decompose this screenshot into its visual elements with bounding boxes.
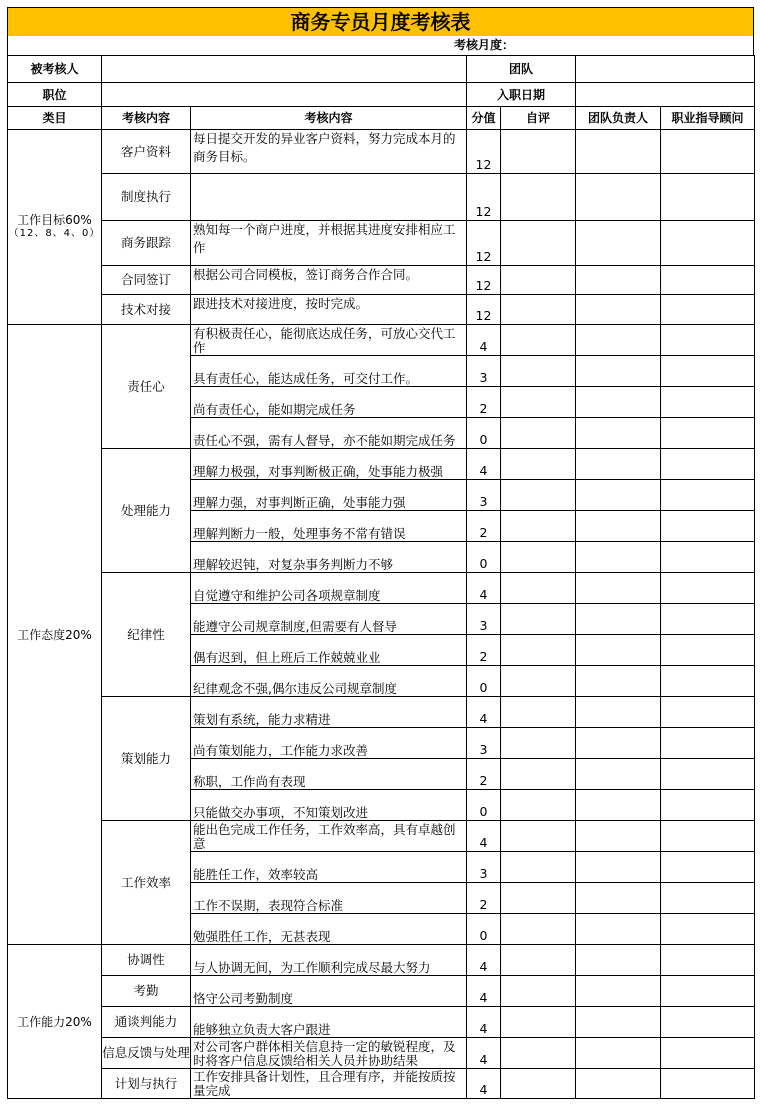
attitude-group-label: 处理能力	[102, 449, 191, 573]
team-lead-cell[interactable]	[576, 728, 661, 759]
item-score: 4	[467, 821, 501, 852]
team-lead-cell[interactable]	[576, 790, 661, 821]
table-row	[8, 945, 755, 976]
career-advisor-cell[interactable]	[661, 573, 755, 604]
item-score: 3	[467, 356, 501, 387]
team-lead-cell[interactable]	[576, 666, 661, 697]
item-score: 0	[467, 914, 501, 945]
table-row	[8, 266, 755, 295]
item-description: 能出色完成工作任务，工作效率高，具有卓越创意	[191, 821, 467, 852]
item-label: 考勤	[102, 976, 191, 1007]
item-description: 纪律观念不强,偶尔违反公司规章制度	[191, 666, 467, 697]
item-score: 4	[467, 325, 501, 356]
header-self-eval: 自评	[501, 107, 576, 130]
item-description: 跟进技术对接进度，按时完成。	[191, 295, 467, 325]
career-advisor-cell[interactable]	[661, 130, 755, 174]
self-eval-cell[interactable]	[501, 976, 576, 1007]
table-row	[8, 174, 755, 221]
team-lead-cell[interactable]	[576, 697, 661, 728]
self-eval-cell[interactable]	[501, 356, 576, 387]
career-advisor-cell[interactable]	[661, 852, 755, 883]
item-label: 计划与执行	[102, 1069, 191, 1099]
self-eval-cell[interactable]	[501, 573, 576, 604]
item-description: 工作不误期，表现符合标准	[191, 883, 467, 914]
career-advisor-cell[interactable]	[661, 418, 755, 449]
career-advisor-cell[interactable]	[661, 821, 755, 852]
table-row	[8, 573, 755, 604]
career-advisor-cell[interactable]	[661, 174, 755, 221]
self-eval-cell[interactable]	[501, 449, 576, 480]
team-lead-cell[interactable]	[576, 542, 661, 573]
item-description: 恪守公司考勤制度	[191, 976, 467, 1007]
item-score: 12	[467, 295, 501, 325]
item-score: 12	[467, 130, 501, 174]
self-eval-cell[interactable]	[501, 1069, 576, 1099]
item-score: 0	[467, 790, 501, 821]
team-lead-cell[interactable]	[576, 976, 661, 1007]
item-description: 理解较迟钝，对复杂事务判断力不够	[191, 542, 467, 573]
team-lead-cell[interactable]	[576, 174, 661, 221]
item-description: 只能做交办事项，不知策划改进	[191, 790, 467, 821]
assessment-sheet	[7, 7, 754, 1099]
career-advisor-cell[interactable]	[661, 221, 755, 266]
career-advisor-cell[interactable]	[661, 728, 755, 759]
assessee-label: 被考核人	[8, 56, 102, 83]
item-description: 策划有系统，能力求精进	[191, 697, 467, 728]
career-advisor-cell[interactable]	[661, 542, 755, 573]
item-description: 熟知每一个商户进度，并根据其进度安排相应工作	[191, 221, 467, 266]
team-lead-cell[interactable]	[576, 418, 661, 449]
header-item: 考核内容	[102, 107, 191, 130]
item-description	[191, 174, 467, 221]
item-score: 12	[467, 174, 501, 221]
hire-date-label: 入职日期	[467, 83, 576, 107]
table-row	[8, 821, 755, 852]
team-lead-cell[interactable]	[576, 295, 661, 325]
item-description: 与人协调无间，为工作顺利完成尽最大努力	[191, 945, 467, 976]
item-score: 3	[467, 728, 501, 759]
item-description: 工作安排具备计划性，且合理有序，并能按质按量完成	[191, 1069, 467, 1099]
career-advisor-cell[interactable]	[661, 356, 755, 387]
item-score: 12	[467, 221, 501, 266]
item-description: 理解判断力一般，处理事务不常有错误	[191, 511, 467, 542]
career-advisor-cell[interactable]	[661, 1069, 755, 1099]
self-eval-cell[interactable]	[501, 697, 576, 728]
item-score: 4	[467, 1007, 501, 1038]
item-label: 信息反馈与处理	[102, 1038, 191, 1069]
career-advisor-cell[interactable]	[661, 604, 755, 635]
item-label: 技术对接	[102, 295, 191, 325]
header-content: 考核内容	[191, 107, 467, 130]
table-row	[8, 221, 755, 266]
item-score: 2	[467, 635, 501, 666]
item-score: 2	[467, 883, 501, 914]
header-category: 类目	[8, 107, 102, 130]
career-advisor-cell[interactable]	[661, 666, 755, 697]
career-advisor-cell[interactable]	[661, 790, 755, 821]
item-score: 0	[467, 542, 501, 573]
item-score: 4	[467, 945, 501, 976]
team-lead-cell[interactable]	[576, 356, 661, 387]
category-name: 工作目标60%	[17, 213, 92, 227]
team-lead-cell[interactable]	[576, 266, 661, 295]
self-eval-cell[interactable]	[501, 883, 576, 914]
item-description: 根据公司合同模板，签订商务合作合同。	[191, 266, 467, 295]
self-eval-cell[interactable]	[501, 130, 576, 174]
self-eval-cell[interactable]	[501, 418, 576, 449]
category-work-attitude: 工作态度20%	[8, 325, 102, 945]
item-label: 通谈判能力	[102, 1007, 191, 1038]
career-advisor-cell[interactable]	[661, 883, 755, 914]
team-label: 团队	[467, 56, 576, 83]
career-advisor-cell[interactable]	[661, 266, 755, 295]
self-eval-cell[interactable]	[501, 914, 576, 945]
item-score: 3	[467, 604, 501, 635]
team-lead-cell[interactable]	[576, 449, 661, 480]
career-advisor-cell[interactable]	[661, 387, 755, 418]
item-score: 3	[467, 480, 501, 511]
table-row	[8, 1069, 755, 1099]
career-advisor-cell[interactable]	[661, 325, 755, 356]
self-eval-cell[interactable]	[501, 221, 576, 266]
career-advisor-cell[interactable]	[661, 697, 755, 728]
team-lead-cell[interactable]	[576, 387, 661, 418]
attitude-group-label: 工作效率	[102, 821, 191, 945]
self-eval-cell[interactable]	[501, 1038, 576, 1069]
self-eval-cell[interactable]	[501, 666, 576, 697]
item-score: 2	[467, 759, 501, 790]
team-lead-cell[interactable]	[576, 635, 661, 666]
team-lead-cell[interactable]	[576, 573, 661, 604]
attitude-group-label: 纪律性	[102, 573, 191, 697]
item-description: 勉强胜任工作，无甚表现	[191, 914, 467, 945]
item-label: 合同签订	[102, 266, 191, 295]
position-label: 职位	[8, 83, 102, 107]
item-score: 3	[467, 852, 501, 883]
self-eval-cell[interactable]	[501, 295, 576, 325]
item-score: 2	[467, 511, 501, 542]
item-score: 4	[467, 573, 501, 604]
item-score: 4	[467, 1038, 501, 1069]
self-eval-cell[interactable]	[501, 387, 576, 418]
hire-date-field[interactable]	[576, 83, 755, 107]
team-lead-cell[interactable]	[576, 130, 661, 174]
self-eval-cell[interactable]	[501, 511, 576, 542]
item-score: 12	[467, 266, 501, 295]
table-row	[8, 130, 755, 174]
header-career-advisor: 职业指导顾问	[661, 107, 755, 130]
team-lead-cell[interactable]	[576, 1038, 661, 1069]
team-lead-cell[interactable]	[576, 511, 661, 542]
item-description: 理解力极强，对事判断极正确，处事能力极强	[191, 449, 467, 480]
self-eval-cell[interactable]	[501, 480, 576, 511]
self-eval-cell[interactable]	[501, 821, 576, 852]
item-description: 能胜任工作，效率较高	[191, 852, 467, 883]
self-eval-cell[interactable]	[501, 790, 576, 821]
team-field[interactable]	[576, 56, 755, 83]
item-score: 4	[467, 976, 501, 1007]
assessment-month-label: 考核月度：	[7, 36, 754, 55]
career-advisor-cell[interactable]	[661, 759, 755, 790]
table-row	[8, 325, 755, 356]
team-lead-cell[interactable]	[576, 759, 661, 790]
item-score: 0	[467, 666, 501, 697]
career-advisor-cell[interactable]	[661, 1007, 755, 1038]
self-eval-cell[interactable]	[501, 1007, 576, 1038]
item-description: 能遵守公司规章制度,但需要有人督导	[191, 604, 467, 635]
self-eval-cell[interactable]	[501, 325, 576, 356]
item-score: 4	[467, 449, 501, 480]
category-work-ability: 工作能力20%	[8, 945, 102, 1099]
assessment-table	[7, 55, 755, 1099]
career-advisor-cell[interactable]	[661, 914, 755, 945]
team-lead-cell[interactable]	[576, 945, 661, 976]
assessee-field[interactable]	[102, 56, 467, 83]
team-lead-cell[interactable]	[576, 883, 661, 914]
team-lead-cell[interactable]	[576, 604, 661, 635]
item-description: 每日提交开发的异业客户资料，努力完成本月的商务目标。	[191, 130, 467, 174]
self-eval-cell[interactable]	[501, 174, 576, 221]
team-lead-cell[interactable]	[576, 852, 661, 883]
table-row	[8, 976, 755, 1007]
item-label: 制度执行	[102, 174, 191, 221]
team-lead-cell[interactable]	[576, 221, 661, 266]
self-eval-cell[interactable]	[501, 635, 576, 666]
item-score: 4	[467, 1069, 501, 1099]
team-lead-cell[interactable]	[576, 325, 661, 356]
self-eval-cell[interactable]	[501, 542, 576, 573]
item-description: 自觉遵守和维护公司各项规章制度	[191, 573, 467, 604]
career-advisor-cell[interactable]	[661, 976, 755, 1007]
header-team-lead: 团队负责人	[576, 107, 661, 130]
self-eval-cell[interactable]	[501, 266, 576, 295]
career-advisor-cell[interactable]	[661, 511, 755, 542]
category-work-goal	[8, 130, 102, 325]
table-row	[8, 449, 755, 480]
item-score: 4	[467, 697, 501, 728]
item-description: 偶有迟到，但上班后工作兢兢业业	[191, 635, 467, 666]
team-lead-cell[interactable]	[576, 480, 661, 511]
table-row	[8, 295, 755, 325]
career-advisor-cell[interactable]	[661, 945, 755, 976]
self-eval-cell[interactable]	[501, 759, 576, 790]
item-description: 尚有策划能力，工作能力求改善	[191, 728, 467, 759]
career-advisor-cell[interactable]	[661, 295, 755, 325]
position-field[interactable]	[102, 83, 467, 107]
item-description: 责任心不强，需有人督导，亦不能如期完成任务	[191, 418, 467, 449]
header-score: 分值	[467, 107, 501, 130]
attitude-group-label: 策划能力	[102, 697, 191, 821]
career-advisor-cell[interactable]	[661, 449, 755, 480]
item-description: 尚有责任心，能如期完成任务	[191, 387, 467, 418]
team-lead-cell[interactable]	[576, 1069, 661, 1099]
item-label: 协调性	[102, 945, 191, 976]
career-advisor-cell[interactable]	[661, 480, 755, 511]
table-row	[8, 1007, 755, 1038]
item-description: 对公司客户群体相关信息持一定的敏锐程度，及时将客户信息反馈给相关人员并协助结果	[191, 1038, 467, 1069]
team-lead-cell[interactable]	[576, 1007, 661, 1038]
item-score: 0	[467, 418, 501, 449]
career-advisor-cell[interactable]	[661, 635, 755, 666]
table-row	[8, 697, 755, 728]
item-description: 称职，工作尚有表现	[191, 759, 467, 790]
self-eval-cell[interactable]	[501, 728, 576, 759]
self-eval-cell[interactable]	[501, 852, 576, 883]
team-lead-cell[interactable]	[576, 821, 661, 852]
team-lead-cell[interactable]	[576, 914, 661, 945]
sheet-title: 商务专员月度考核表	[7, 7, 754, 36]
career-advisor-cell[interactable]	[661, 1038, 755, 1069]
item-label: 商务跟踪	[102, 221, 191, 266]
attitude-group-label: 责任心	[102, 325, 191, 449]
table-row	[8, 1038, 755, 1069]
item-description: 能够独立负责大客户跟进	[191, 1007, 467, 1038]
self-eval-cell[interactable]	[501, 945, 576, 976]
item-score: 2	[467, 387, 501, 418]
item-label: 客户资料	[102, 130, 191, 174]
category-note: （12、8、4、0）	[8, 228, 101, 239]
item-description: 理解力强，对事判断正确，处事能力强	[191, 480, 467, 511]
self-eval-cell[interactable]	[501, 604, 576, 635]
item-description: 具有责任心，能达成任务，可交付工作。	[191, 356, 467, 387]
item-description: 有积极责任心，能彻底达成任务，可放心交代工作	[191, 325, 467, 356]
